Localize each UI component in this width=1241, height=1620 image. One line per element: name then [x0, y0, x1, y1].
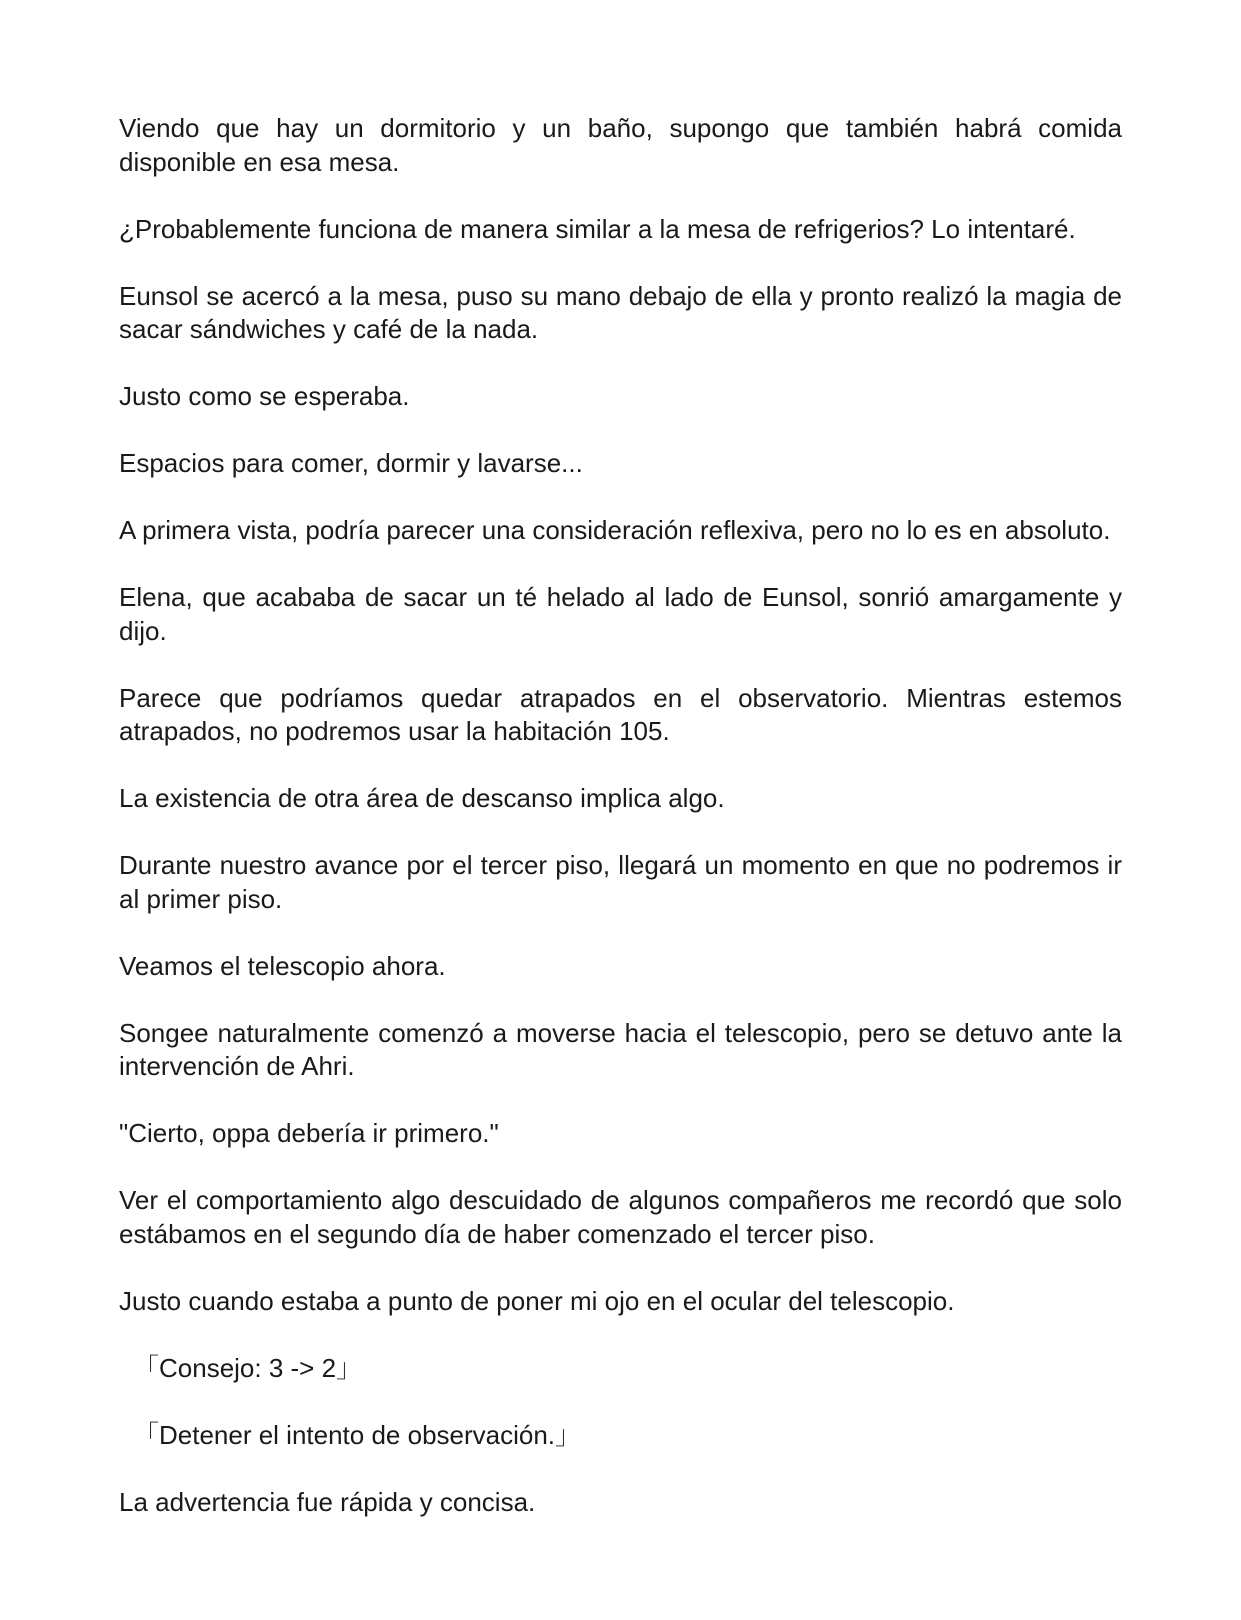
paragraph: Eunsol se acercó a la mesa, puso su mano debajo de ella y pronto realizó la magia de sacar sándwiches y café de la nada.	[119, 280, 1122, 344]
paragraph: Ver el comportamiento algo descuidado de algunos compañeros me recordó que solo estábamos en el segundo día de haber comenzado el tercer piso.	[119, 1185, 1122, 1249]
paragraph: Songee naturalmente comenzó a moverse hacia el telescopio, pero se detuvo ante la intervención de Ahri.	[119, 1017, 1122, 1081]
paragraph: ¿Probablemente funciona de manera similar a la mesa de refrigerios? Lo intentaré.	[119, 213, 1076, 244]
document-page	[119, 112, 1122, 1519]
paragraph: La advertencia fue rápida y concisa.	[119, 1486, 536, 1517]
paragraph: "Cierto, oppa debería ir primero."	[119, 1118, 499, 1148]
paragraph: Elena, que acababa de sacar un té helado al lado de Eunsol, sonrió amargamente y dijo.	[119, 582, 1122, 646]
paragraph: Justo cuando estaba a punto de poner mi ojo en el ocular del telescopio.	[119, 1285, 955, 1316]
paragraph: Parece que podríamos quedar atrapados en el observatorio. Mientras estemos atrapados, no podremos usar la habitación 105.	[119, 682, 1122, 746]
paragraph: A primera vista, podría parecer una consideración reflexiva, pero no lo es en absoluto.	[119, 515, 1111, 545]
paragraph: Espacios para comer, dormir y lavarse...	[119, 448, 583, 478]
paragraph: La existencia de otra área de descanso implica algo.	[119, 783, 725, 813]
paragraph: Viendo que hay un dormitorio y un baño, supongo que también habrá comida disponible en esa mesa.	[119, 113, 1122, 177]
system-message: 「Consejo: 3 -> 2」	[133, 1352, 363, 1383]
paragraph: Durante nuestro avance por el tercer piso, llegará un momento en que no podremos ir al primer piso.	[119, 850, 1122, 914]
system-message: 「Detener el intento de observación.」	[133, 1419, 582, 1450]
paragraph: Justo como se esperaba.	[119, 381, 410, 411]
paragraph: Veamos el telescopio ahora.	[119, 950, 446, 981]
